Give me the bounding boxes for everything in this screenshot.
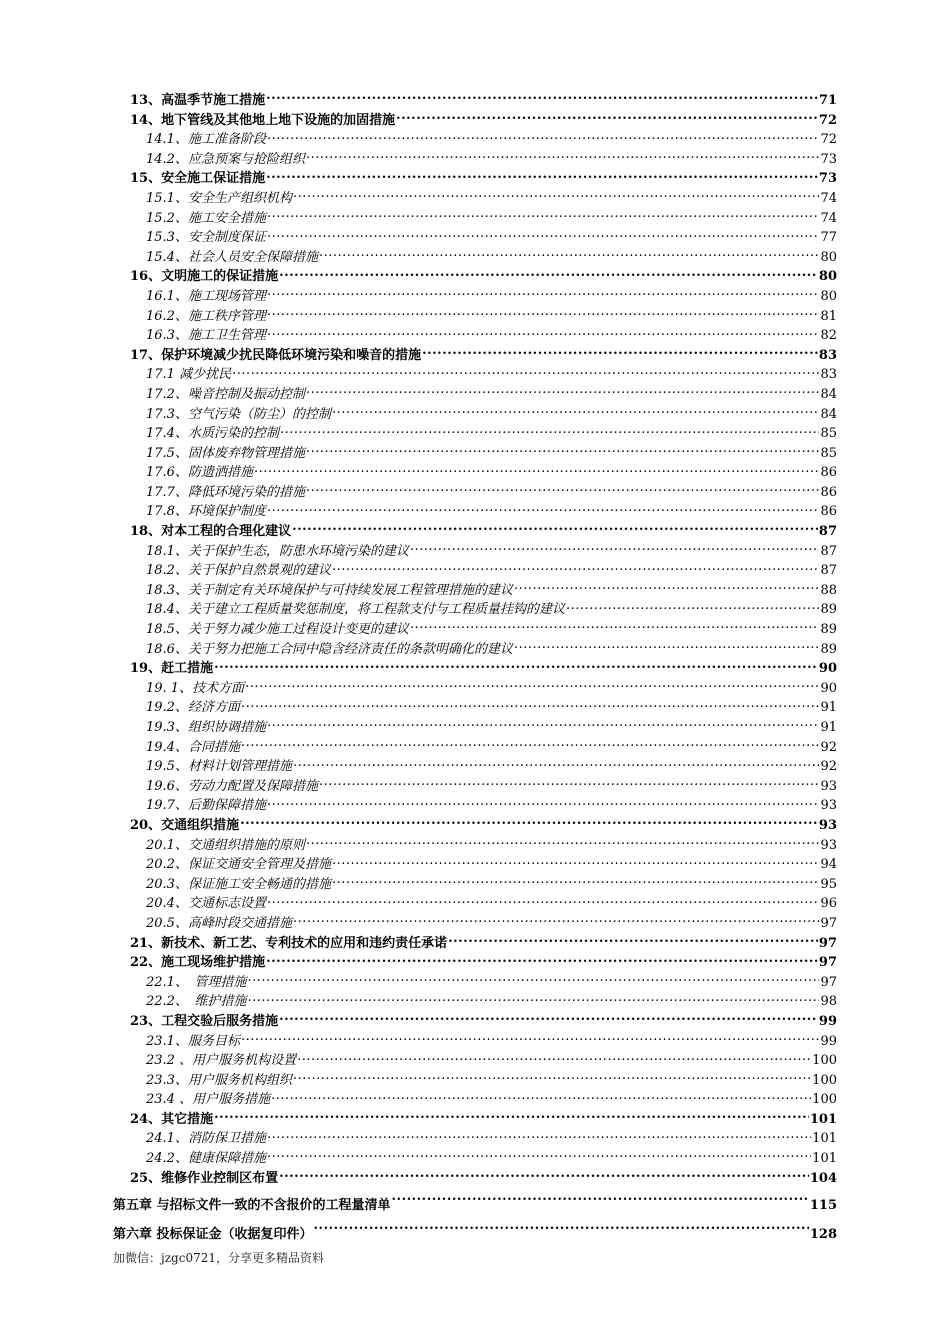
toc-page-number: 83: [820, 367, 837, 383]
toc-entry-row[interactable]: [0, 952, 950, 972]
toc-entry-label: 17.5、固体废弃物管理措施: [146, 445, 305, 461]
toc-entry-row[interactable]: [0, 913, 950, 933]
dot-leader: [267, 208, 820, 222]
toc-page-number: 104: [809, 1170, 837, 1186]
toc-entry-label: 20.4、交通标志设置: [146, 896, 266, 912]
toc-page-number: 77: [820, 230, 837, 246]
toc-entry-row[interactable]: [0, 835, 950, 855]
toc-entry-label: 20.2、保证交通安全管理及措施: [146, 857, 331, 873]
toc-entry-row[interactable]: [0, 482, 950, 502]
toc-entry-row[interactable]: [0, 306, 950, 326]
dot-leader: [279, 266, 818, 280]
dot-leader: [267, 501, 820, 515]
dot-leader: [306, 482, 820, 496]
toc-entry-row[interactable]: [0, 619, 950, 639]
dot-leader: [306, 443, 820, 457]
toc-entry-label: 20.3、保证施工安全畅通的措施: [146, 876, 331, 892]
toc-entry-row[interactable]: [0, 639, 950, 659]
toc-page-number: 93: [820, 837, 837, 853]
toc-page-number: 128: [809, 1227, 837, 1243]
toc-entry-label: 17.3、空气污染（防尘）的控制: [146, 406, 331, 422]
toc-entry-label: 17.4、水质污染的控制: [146, 426, 279, 442]
dot-leader: [267, 717, 820, 731]
toc-page-number: 93: [820, 798, 837, 814]
toc-page-number: 72: [820, 132, 837, 148]
toc-page-number: 97: [820, 915, 837, 931]
toc-page-number: 91: [820, 700, 837, 716]
dot-leader: [247, 991, 819, 1005]
toc-entry-label: 22、施工现场维护措施: [130, 955, 266, 971]
toc-entry-row[interactable]: [0, 149, 950, 169]
toc-page-number: 93: [820, 778, 837, 794]
toc-page-number: 74: [820, 190, 837, 206]
toc-entry-label: 15.1、安全生产组织机构: [146, 190, 292, 206]
toc-page-number: 87: [818, 524, 837, 540]
toc-entry-row[interactable]: [0, 1148, 950, 1168]
toc-page-number: 100: [812, 1072, 837, 1088]
dot-leader: [293, 913, 820, 927]
toc-entry-label: 第五章 与招标文件一致的不含报价的工程量清单: [113, 1198, 391, 1214]
toc-entry-label: 15.4、社会人员安全保障措施: [146, 249, 318, 265]
dot-leader: [332, 404, 820, 418]
dot-leader: [332, 560, 820, 574]
toc-page-number: 90: [818, 661, 837, 677]
dot-leader: [267, 306, 820, 320]
toc-page-number: 97: [820, 974, 837, 990]
toc-entry-row[interactable]: [0, 188, 950, 208]
toc-entry-label: 19. 1、技术方面: [146, 680, 245, 696]
toc-entry-row[interactable]: [0, 286, 950, 306]
toc-entry-row[interactable]: [0, 1089, 950, 1109]
toc-entry-label: 19.3、组织协调措施: [146, 720, 266, 735]
toc-page-number: 81: [820, 308, 837, 324]
dot-leader: [241, 737, 820, 751]
toc-entry-row[interactable]: [0, 1011, 950, 1031]
table-of-contents: [0, 90, 950, 1249]
toc-entry-label: 19.2、经济方面: [146, 700, 240, 716]
toc-entry-label: 19、赶工措施: [130, 661, 214, 677]
toc-page-number: 80: [818, 269, 837, 285]
toc-page-number: 88: [820, 582, 837, 598]
dot-leader: [267, 129, 820, 143]
dot-leader: [245, 678, 819, 692]
toc-entry-row[interactable]: [0, 776, 950, 796]
dot-leader: [280, 423, 820, 437]
toc-entry-row[interactable]: [0, 129, 950, 149]
toc-entry-label: 17.1 减少扰民: [146, 367, 232, 383]
toc-page-number: 95: [820, 876, 837, 892]
toc-page-number: 84: [820, 386, 837, 402]
dot-leader: [279, 1168, 809, 1182]
toc-entry-label: 25、维修作业控制区布置: [130, 1170, 279, 1186]
dot-leader: [332, 854, 820, 868]
toc-entry-row[interactable]: [0, 384, 950, 404]
dot-leader: [267, 893, 820, 907]
dot-leader: [267, 1148, 811, 1162]
toc-page-number: 91: [820, 720, 837, 735]
toc-entry-label: 17.8、环境保护制度: [146, 504, 266, 520]
toc-entry-row[interactable]: [0, 815, 950, 835]
toc-page-number: 92: [820, 759, 837, 775]
toc-entry-label: 18.5、关于努力减少施工过程设计变更的建议: [146, 622, 409, 638]
toc-entry-row[interactable]: [0, 1070, 950, 1090]
toc-entry-label: 17.2、噪音控制及振动控制: [146, 386, 305, 402]
dot-leader: [319, 776, 820, 790]
toc-entry-label: 18、对本工程的合理化建议: [130, 524, 292, 540]
toc-page-number: 74: [820, 210, 837, 226]
toc-page-number: 86: [820, 465, 837, 481]
toc-entry-label: 24、其它措施: [130, 1111, 214, 1127]
toc-entry-row[interactable]: [0, 1050, 950, 1070]
toc-page-number: 85: [820, 445, 837, 461]
toc-entry-row[interactable]: [0, 580, 950, 600]
toc-entry-row[interactable]: [0, 678, 950, 698]
toc-entry-row[interactable]: [0, 110, 950, 130]
toc-page-number: 80: [820, 249, 837, 265]
dot-leader: [314, 1224, 809, 1238]
toc-entry-row[interactable]: [0, 874, 950, 894]
toc-page-number: 98: [820, 994, 837, 1010]
toc-entry-row[interactable]: [0, 1109, 950, 1129]
toc-entry-label: 15、安全施工保证措施: [130, 171, 266, 187]
toc-entry-row[interactable]: [0, 697, 950, 717]
toc-entry-row[interactable]: [0, 168, 950, 188]
dot-leader: [422, 345, 818, 359]
dot-leader: [241, 697, 820, 711]
toc-entry-label: 17.6、防遗洒措施: [146, 465, 253, 481]
toc-entry-row[interactable]: [0, 658, 950, 678]
toc-entry-label: 16、文明施工的保证措施: [130, 269, 279, 285]
toc-entry-label: 23、工程交验后服务措施: [130, 1013, 279, 1029]
dot-leader: [396, 110, 818, 124]
dot-leader: [266, 90, 818, 104]
toc-entry-label: 22.1、 管理措施: [146, 974, 247, 990]
toc-page-number: 86: [820, 484, 837, 500]
toc-entry-row[interactable]: [0, 462, 950, 482]
toc-page-number: 71: [818, 93, 837, 108]
toc-entry-label: 14.1、施工准备阶段: [146, 132, 266, 148]
dot-leader: [297, 1050, 811, 1064]
toc-page-number: 100: [812, 1092, 837, 1108]
dot-leader: [319, 247, 820, 261]
dot-leader: [448, 933, 818, 947]
toc-page-number: 96: [820, 896, 837, 912]
dot-leader: [306, 149, 820, 163]
toc-entry-row[interactable]: [0, 854, 950, 874]
toc-entry-row[interactable]: [0, 325, 950, 345]
toc-entry-label: 16.1、施工现场管理: [146, 288, 266, 304]
toc-entry-row[interactable]: [0, 364, 950, 384]
toc-entry-label: 19.5、材料计划管理措施: [146, 759, 292, 775]
dot-leader: [267, 227, 820, 241]
toc-entry-row[interactable]: [0, 1168, 950, 1188]
toc-page-number: 99: [818, 1013, 837, 1029]
toc-page-number: 73: [820, 151, 837, 167]
toc-entry-row[interactable]: [0, 599, 950, 619]
toc-entry-row[interactable]: [0, 991, 950, 1011]
toc-entry-row[interactable]: [0, 90, 950, 110]
dot-leader: [214, 658, 818, 672]
toc-entry-label: 22.2、 维护措施: [146, 994, 247, 1010]
toc-page-number: 89: [820, 641, 837, 657]
toc-entry-row[interactable]: [0, 247, 950, 267]
toc-entry-label: 16.3、施工卫生管理: [146, 328, 266, 344]
toc-entry-label: 23.4 、用户服务措施: [146, 1092, 271, 1108]
toc-entry-label: 18.3、关于制定有关环境保护与可持续发展工程管理措施的建议: [146, 582, 513, 598]
toc-entry-label: 24.1、消防保卫措施: [146, 1131, 266, 1147]
toc-entry-label: 19.6、劳动力配置及保障措施: [146, 778, 318, 794]
toc-page-number: 89: [820, 602, 837, 618]
toc-entry-label: 19.7、后勤保障措施: [146, 798, 266, 814]
toc-page-number: 80: [820, 288, 837, 304]
toc-page-number: 73: [818, 171, 837, 187]
toc-entry-row[interactable]: [0, 266, 950, 286]
dot-leader: [279, 1011, 818, 1025]
toc-entry-row[interactable]: [0, 227, 950, 247]
toc-page-number: 97: [818, 955, 837, 971]
toc-entry-label: 23.2 、用户服务机构设置: [146, 1053, 297, 1069]
toc-page-number: 72: [818, 112, 837, 128]
dot-leader: [266, 952, 818, 966]
dot-leader: [292, 521, 818, 535]
dot-leader: [410, 541, 820, 555]
dot-leader: [306, 835, 820, 849]
toc-entry-row[interactable]: [0, 560, 950, 580]
dot-leader: [392, 1195, 809, 1209]
dot-leader: [271, 1089, 811, 1103]
dot-leader: [267, 286, 820, 300]
dot-leader: [332, 874, 820, 888]
toc-page-number: 84: [820, 406, 837, 422]
toc-entry-label: 15.2、施工安全措施: [146, 210, 266, 226]
toc-page-number: 101: [812, 1131, 837, 1147]
toc-entry-label: 17.7、降低环境污染的措施: [146, 484, 305, 500]
toc-entry-row[interactable]: [0, 404, 950, 424]
toc-entry-row[interactable]: [0, 443, 950, 463]
toc-entry-label: 23.1、服务目标: [146, 1033, 240, 1049]
toc-entry-label: 14、地下管线及其他地上地下设施的加固措施: [130, 112, 396, 128]
toc-entry-label: 15.3、安全制度保证: [146, 230, 266, 246]
dot-leader: [293, 188, 820, 202]
toc-page-number: 92: [820, 739, 837, 755]
toc-entry-row[interactable]: [0, 501, 950, 521]
toc-entry-row[interactable]: [0, 521, 950, 541]
dot-leader: [214, 1109, 809, 1123]
toc-page-number: 89: [820, 622, 837, 638]
dot-leader: [566, 599, 820, 613]
toc-page-number: 101: [809, 1111, 837, 1127]
toc-entry-row[interactable]: [0, 541, 950, 561]
toc-page-number: 87: [820, 543, 837, 559]
toc-page-number: 90: [820, 680, 837, 696]
toc-page-number: 101: [812, 1151, 837, 1167]
toc-page-number: 97: [818, 935, 837, 951]
dot-leader: [241, 1031, 820, 1045]
toc-page-number: 82: [820, 328, 837, 344]
toc-entry-row[interactable]: [0, 717, 950, 737]
toc-entry-label: 20、交通组织措施: [130, 817, 240, 833]
dot-leader: [293, 1070, 811, 1084]
toc-entry-row[interactable]: [0, 737, 950, 757]
toc-entry-row[interactable]: [0, 1128, 950, 1148]
dot-leader: [240, 815, 818, 829]
toc-entry-label: 16.2、施工秩序管理: [146, 308, 266, 324]
dot-leader: [293, 756, 820, 770]
dot-leader: [247, 972, 819, 986]
dot-leader: [267, 1128, 811, 1142]
toc-page-number: 85: [820, 426, 837, 442]
toc-entry-row[interactable]: [0, 972, 950, 992]
toc-entry-label: 19.4、合同措施: [146, 739, 240, 755]
toc-entry-label: 20.1、交通组织措施的原则: [146, 837, 305, 853]
dot-leader: [267, 325, 820, 339]
toc-entry-row[interactable]: [0, 345, 950, 365]
toc-entry-row[interactable]: [0, 756, 950, 776]
dot-leader: [266, 168, 818, 182]
toc-page-number: 94: [820, 857, 837, 873]
toc-entry-label: 第六章 投标保证金（收据复印件）: [113, 1227, 313, 1243]
dot-leader: [410, 619, 820, 633]
toc-page-number: 87: [820, 563, 837, 579]
footer-note: 加微信：jzgc0721，分享更多精品资料: [113, 1251, 324, 1265]
toc-entry-label: 14.2、应急预案与抢险组织: [146, 151, 305, 167]
toc-entry-label: 18.6、关于努力把施工合同中隐含经济责任的条款明确化的建议: [146, 641, 513, 657]
toc-entry-row[interactable]: [0, 933, 950, 953]
toc-page-number: 93: [818, 817, 837, 833]
toc-entry-row[interactable]: [0, 1031, 950, 1051]
toc-entry-label: 17、保护环境减少扰民降低环境污染和噪音的措施: [130, 347, 422, 363]
toc-entry-label: 18.2、关于保护自然景观的建议: [146, 563, 331, 579]
toc-page-number: 83: [818, 347, 837, 363]
toc-entry-row[interactable]: [0, 423, 950, 443]
toc-page-number: 99: [820, 1033, 837, 1049]
toc-page-number: 86: [820, 504, 837, 520]
dot-leader: [232, 364, 819, 378]
dot-leader: [306, 384, 820, 398]
toc-entry-row[interactable]: [0, 893, 950, 913]
toc-entry-label: 24.2、健康保障措施: [146, 1151, 266, 1167]
dot-leader: [267, 795, 820, 809]
dot-leader: [254, 462, 820, 476]
toc-entry-label: 13、高温季节施工措施: [130, 93, 266, 108]
toc-entry-row[interactable]: [0, 208, 950, 228]
toc-entry-row[interactable]: [0, 795, 950, 815]
toc-entry-label: 18.1、关于保护生态，防患水环境污染的建议: [146, 543, 409, 559]
toc-entry-label: 20.5、高峰时段交通措施: [146, 915, 292, 931]
dot-leader: [514, 639, 820, 653]
toc-page-number: 100: [812, 1053, 837, 1069]
dot-leader: [514, 580, 820, 594]
toc-chapter-row[interactable]: [0, 1220, 950, 1249]
toc-entry-label: 23.3、用户服务机构组织: [146, 1072, 292, 1088]
toc-page-number: 115: [809, 1198, 837, 1214]
toc-chapter-row[interactable]: [0, 1191, 950, 1220]
toc-entry-label: 21、新技术、新工艺、专利技术的应用和违约责任承诺: [130, 935, 448, 951]
toc-entry-label: 18.4、关于建立工程质量奖惩制度，将工程款支付与工程质量挂钩的建议: [146, 602, 565, 618]
